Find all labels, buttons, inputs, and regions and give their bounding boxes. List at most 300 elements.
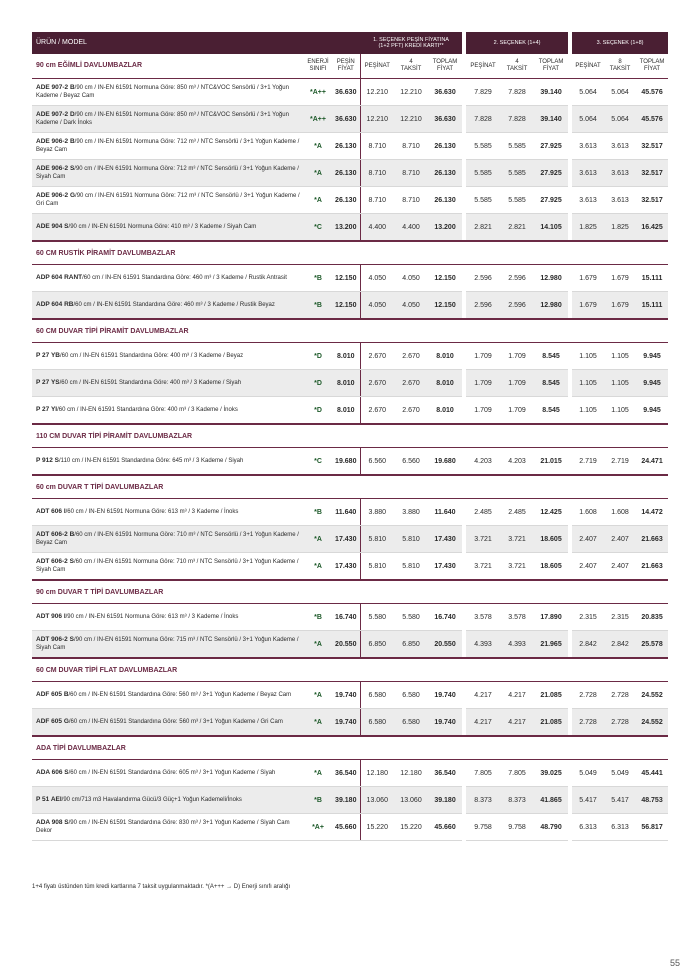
option1-total: 17.430: [428, 553, 462, 581]
option2-taksit: 7.828: [500, 106, 534, 133]
option3-taksit: 2.407: [604, 553, 636, 581]
option2-total: 39.140: [534, 79, 568, 106]
option2-total: 8.545: [534, 397, 568, 425]
cash-price: 8.010: [332, 397, 360, 425]
option1-pesinat: 8.710: [360, 160, 394, 187]
energy-class: *B: [304, 787, 332, 814]
option2-taksit: 4.203: [500, 448, 534, 476]
option2-pesinat: 5.585: [466, 187, 500, 214]
energy-class: *B: [304, 499, 332, 526]
product-cell: [32, 133, 304, 160]
product-cell: [32, 814, 304, 841]
option1-taksit: 4.050: [394, 265, 428, 292]
energy-class: *B: [304, 292, 332, 320]
option3-total: 32.517: [636, 187, 668, 214]
product-cell: [32, 187, 304, 214]
option3-taksit: 1.105: [604, 397, 636, 425]
option1-pesinat: 5.810: [360, 553, 394, 581]
cash-price: 16.740: [332, 604, 360, 631]
product-description: /90 cm / IN-EN 61591 Normuna Göre: 712 m³ / NTC Sensörlü / 3+1 Yoğun Kademe / Siyah Cam: [36, 166, 299, 180]
option2-pesinat: 2.596: [466, 292, 500, 320]
option3-taksit: 2.842: [604, 631, 636, 659]
option3-pesinat: 5.064: [572, 106, 604, 133]
option2-total: 18.605: [534, 526, 568, 553]
energy-class: *D: [304, 397, 332, 425]
option2-total: 41.865: [534, 787, 568, 814]
product-description: /60 cm / IN-EN 61591 Normuna Göre: 710 m³ / NTC Sensörlü / 3+1 Yoğun Kademe / Beyaz Cam: [36, 532, 299, 546]
option1-pesinat: 4.050: [360, 292, 394, 320]
product-cell: [32, 604, 304, 631]
table-row: [32, 631, 668, 659]
cash-price: 8.010: [332, 370, 360, 397]
option3-taksit: 1.679: [604, 292, 636, 320]
table-row: [32, 79, 668, 106]
header-option-1: [360, 32, 462, 54]
product-cell: [32, 553, 304, 581]
col-total: [636, 54, 668, 79]
cash-price: 12.150: [332, 265, 360, 292]
product-cell: [32, 370, 304, 397]
energy-class: *A: [304, 187, 332, 214]
product-code: ADP 604 RANT: [36, 273, 83, 281]
section-header-row: [32, 658, 668, 682]
option3-taksit: 5.417: [604, 787, 636, 814]
option2-pesinat: 4.217: [466, 682, 500, 709]
col-energy-line2: SINIFI: [309, 66, 327, 72]
table-row: [32, 553, 668, 581]
option3-pesinat: 2.407: [572, 526, 604, 553]
product-cell: [32, 106, 304, 133]
option1-total: 26.130: [428, 187, 462, 214]
product-code: ADT 906 I: [36, 612, 66, 620]
cash-price: 36.630: [332, 79, 360, 106]
product-description: /60 cm / IN-EN 61591 Standardına Göre: 460 m³ / 3 Kademe / Rustik Antrasit: [82, 274, 287, 281]
col-total-line2: FİYAT: [436, 66, 454, 72]
option3-pesinat: 1.105: [572, 343, 604, 370]
option2-taksit: 4.217: [500, 682, 534, 709]
cash-price: 19.740: [332, 682, 360, 709]
option2-total: 8.545: [534, 370, 568, 397]
energy-class: *A: [304, 133, 332, 160]
product-cell: [32, 631, 304, 659]
section-title: 60 CM RUSTİK PİRAMİT DAVLUMBAZLAR: [32, 241, 668, 265]
option3-taksit: 3.613: [604, 187, 636, 214]
energy-class: *A: [304, 553, 332, 581]
option2-pesinat: 3.721: [466, 526, 500, 553]
option2-taksit: 5.585: [500, 133, 534, 160]
option3-total: 45.441: [636, 760, 668, 787]
option1-total: 19.680: [428, 448, 462, 476]
option3-total: 24.471: [636, 448, 668, 476]
option2-pesinat: 9.758: [466, 814, 500, 841]
product-cell: [32, 760, 304, 787]
option2-total: 21.965: [534, 631, 568, 659]
option1-taksit: 3.880: [394, 499, 428, 526]
option3-total: 21.663: [636, 526, 668, 553]
option2-pesinat: 4.217: [466, 709, 500, 737]
section-header-row: [32, 475, 668, 499]
option3-taksit: 1.825: [604, 214, 636, 242]
cash-price: 17.430: [332, 553, 360, 581]
option1-pesinat: 5.810: [360, 526, 394, 553]
option2-pesinat: 2.596: [466, 265, 500, 292]
product-description: /90 cm / IN-EN 61591 Normuna Göre: 712 m³ / NTC Sensörlü / 3+1 Yoğun Kademe / Beyaz Cam: [36, 139, 300, 153]
col-total-line2: FİYAT: [542, 66, 560, 72]
option1-total: 16.740: [428, 604, 462, 631]
option3-total: 16.425: [636, 214, 668, 242]
product-code: ADT 606-2 S: [36, 558, 74, 565]
product-description: /60 cm / IN-EN 61591 Normuna Göre: 710 m³ / NTC Sensörlü / 3+1 Yoğun Kademe / Siyah Cam: [36, 559, 299, 573]
energy-class: *A++: [304, 106, 332, 133]
option1-total: 26.130: [428, 133, 462, 160]
product-description: /60 cm / IN-EN 61591 Normuna Göre: 613 m³ / 3 Kademe / İnoks: [65, 508, 239, 515]
option2-total: 17.890: [534, 604, 568, 631]
option2-pesinat: 3.721: [466, 553, 500, 581]
option1-pesinat: 12.210: [360, 79, 394, 106]
product-cell: [32, 160, 304, 187]
col-pesinat: PEŞİNAT: [360, 54, 394, 79]
product-description: /60 cm / IN-EN 61591 Standardına Göre: 560 m³ / 3+1 Yoğun Kademe / Beyaz Cam: [68, 691, 292, 698]
option1-pesinat: 2.670: [360, 343, 394, 370]
option3-total: 15.111: [636, 292, 668, 320]
option2-taksit: 1.709: [500, 370, 534, 397]
header-option-1-line1: 1. SEÇENEK PEŞİN FİYATINA: [373, 36, 449, 43]
option3-total: 20.835: [636, 604, 668, 631]
option2-taksit: 8.373: [500, 787, 534, 814]
option1-total: 39.180: [428, 787, 462, 814]
option1-taksit: 12.180: [394, 760, 428, 787]
product-cell: [32, 397, 304, 425]
col-total: [534, 54, 568, 79]
energy-class: *A: [304, 709, 332, 737]
col-total: [428, 54, 462, 79]
table-row: [32, 526, 668, 553]
section-title: 60 CM DUVAR TİPİ PİRAMİT DAVLUMBAZLAR: [32, 319, 668, 343]
option3-pesinat: 2.728: [572, 709, 604, 737]
product-code: ADE 907-2 D: [36, 111, 75, 118]
section-title: 60 CM DUVAR TİPİ FLAT DAVLUMBAZLAR: [32, 658, 668, 682]
option1-pesinat: 4.400: [360, 214, 394, 242]
cash-price: 12.150: [332, 292, 360, 320]
section-header-row: [32, 424, 668, 448]
option2-taksit: 4.217: [500, 709, 534, 737]
option1-taksit: 4.400: [394, 214, 428, 242]
option2-total: 39.140: [534, 106, 568, 133]
option1-taksit: 2.670: [394, 370, 428, 397]
energy-class: *A: [304, 526, 332, 553]
table-row: [32, 133, 668, 160]
table-row: [32, 214, 668, 242]
option2-taksit: 5.585: [500, 187, 534, 214]
table-row: [32, 160, 668, 187]
footnote: 1+4 fiyatı üstünden tüm kredi kartlarına 7 taksit uygulanmaktadır. *(A+++ → D) Enerji sınıfı aralığı: [32, 884, 291, 890]
section-title: 90 cm DUVAR T TİPİ DAVLUMBAZLAR: [32, 580, 668, 604]
header-row-columns: [32, 54, 668, 79]
option3-total: 15.111: [636, 265, 668, 292]
option1-taksit: 2.670: [394, 397, 428, 425]
option3-pesinat: 2.728: [572, 682, 604, 709]
option3-pesinat: 2.842: [572, 631, 604, 659]
product-cell: [32, 292, 304, 320]
energy-class: *D: [304, 370, 332, 397]
option3-pesinat: 1.105: [572, 370, 604, 397]
option2-pesinat: 7.828: [466, 106, 500, 133]
option1-pesinat: 6.580: [360, 709, 394, 737]
product-cell: [32, 526, 304, 553]
option2-total: 12.425: [534, 499, 568, 526]
product-description: /60 cm / IN-EN 61591 Standardına Göre: 400 m³ / 3 Kademe / İnoks: [57, 406, 238, 413]
option3-total: 9.945: [636, 397, 668, 425]
option3-total: 45.576: [636, 106, 668, 133]
option1-taksit: 2.670: [394, 343, 428, 370]
option1-pesinat: 6.580: [360, 682, 394, 709]
option1-total: 12.150: [428, 265, 462, 292]
table-row: [32, 604, 668, 631]
product-code: P 912 S: [36, 456, 60, 464]
product-description: /90 cm/713 m3 Havalandırma Gücü/3 Güç+1 Yoğun Kademeli/İnoks: [61, 796, 242, 803]
option2-taksit: 3.578: [500, 604, 534, 631]
option2-pesinat: 4.203: [466, 448, 500, 476]
option1-total: 36.630: [428, 79, 462, 106]
option1-pesinat: 2.670: [360, 370, 394, 397]
option2-pesinat: 8.373: [466, 787, 500, 814]
option2-taksit: 2.821: [500, 214, 534, 242]
product-code: ADP 604 RB: [36, 300, 74, 308]
table-row: [32, 682, 668, 709]
cash-price: 19.740: [332, 709, 360, 737]
product-code: ADA 908 S: [36, 819, 69, 826]
col-energy-class: [304, 54, 332, 79]
header-option-1-line2: (1+2 PFT) KREDİ KARTI**: [378, 43, 444, 49]
option1-taksit: 15.220: [394, 814, 428, 841]
option3-taksit: 1.105: [604, 343, 636, 370]
cash-price: 45.660: [332, 814, 360, 841]
option2-taksit: 7.805: [500, 760, 534, 787]
option1-pesinat: 5.580: [360, 604, 394, 631]
option3-pesinat: 1.679: [572, 292, 604, 320]
col-total-line1: TOPLAM: [432, 59, 458, 66]
table-row: [32, 787, 668, 814]
table-row: [32, 292, 668, 320]
table-row: [32, 370, 668, 397]
col-taksit-line1: 8: [618, 59, 622, 66]
option1-total: 11.640: [428, 499, 462, 526]
option1-taksit: 6.850: [394, 631, 428, 659]
product-code: ADE 906-2 B: [36, 138, 75, 145]
option3-pesinat: 5.417: [572, 787, 604, 814]
col-taksit: [604, 54, 636, 79]
option3-pesinat: 3.613: [572, 160, 604, 187]
product-code: ADE 904 S: [36, 222, 69, 230]
option3-pesinat: 1.825: [572, 214, 604, 242]
product-code: ADF 605 G: [36, 717, 69, 725]
product-description: /90 cm / IN-EN 61591 Normuna Göre: 410 m³ / 3 Kademe / Siyah Cam: [68, 223, 257, 230]
option2-taksit: 1.709: [500, 343, 534, 370]
option3-taksit: 1.679: [604, 265, 636, 292]
col-cash-price: [332, 54, 360, 79]
product-code: P 27 YS: [36, 378, 60, 386]
product-code: ADT 606 I: [36, 507, 66, 515]
option1-taksit: 6.560: [394, 448, 428, 476]
option3-total: 24.552: [636, 682, 668, 709]
option2-taksit: 4.393: [500, 631, 534, 659]
option2-pesinat: 1.709: [466, 397, 500, 425]
cash-price: 13.200: [332, 214, 360, 242]
product-description: /60 cm / IN-EN 61591 Standardına Göre: 400 m³ / 3 Kademe / Beyaz: [59, 352, 244, 359]
option2-taksit: 3.721: [500, 553, 534, 581]
option2-taksit: 2.485: [500, 499, 534, 526]
product-cell: [32, 499, 304, 526]
table-row: [32, 814, 668, 841]
option2-taksit: 3.721: [500, 526, 534, 553]
product-description: /90 cm / IN-EN 61591 Normuna Göre: 850 m³ / NTC&VOC Sensörlü / 3+1 Yoğun Kademe / Beyaz Cam: [36, 85, 289, 99]
product-cell: [32, 265, 304, 292]
option3-pesinat: 5.049: [572, 760, 604, 787]
option3-total: 14.472: [636, 499, 668, 526]
product-description: /60 cm / IN-EN 61591 Standardına Göre: 560 m³ / 3+1 Yoğun Kademe / Gri Cam: [68, 718, 283, 725]
section-header-row: [32, 319, 668, 343]
col-taksit: [394, 54, 428, 79]
product-description: /90 cm / IN-EN 61591 Normuna Göre: 715 m³ / NTC Sensörlü / 3+1 Yoğun Kademe / Siyah Cam: [36, 637, 299, 651]
option2-total: 39.025: [534, 760, 568, 787]
energy-class: *A: [304, 682, 332, 709]
energy-class: *B: [304, 265, 332, 292]
col-pesinat: PEŞİNAT: [572, 54, 604, 79]
product-description: /90 cm / IN-EN 61591 Normuna Göre: 850 m³ / NTC&VOC Sensörlü / 3+1 Yoğun Kademe / Dark İnoks: [36, 112, 289, 126]
option3-taksit: 2.728: [604, 682, 636, 709]
option1-taksit: 6.580: [394, 709, 428, 737]
option3-taksit: 1.608: [604, 499, 636, 526]
table-row: [32, 106, 668, 133]
section-title: 110 CM DUVAR TİPİ PİRAMİT DAVLUMBAZLAR: [32, 424, 668, 448]
cash-price: 19.680: [332, 448, 360, 476]
table-row: [32, 187, 668, 214]
energy-class: *C: [304, 214, 332, 242]
option3-taksit: 2.315: [604, 604, 636, 631]
option1-taksit: 8.710: [394, 187, 428, 214]
option3-total: 45.576: [636, 79, 668, 106]
option1-total: 17.430: [428, 526, 462, 553]
option2-total: 12.980: [534, 265, 568, 292]
table-row: [32, 448, 668, 476]
product-description: /90 cm / IN-EN 61591 Normuna Göre: 712 m³ / NTC Sensörlü / 3+1 Yoğun Kademe / Gri Cam: [36, 193, 300, 207]
col-taksit-line1: 4: [515, 59, 519, 66]
option1-pesinat: 13.060: [360, 787, 394, 814]
option2-pesinat: 4.393: [466, 631, 500, 659]
option1-pesinat: 4.050: [360, 265, 394, 292]
product-code: ADE 907-2 B: [36, 84, 75, 91]
product-description: /60 cm / IN-EN 61591 Standardına Göre: 605 m³ / 3+1 Yoğun Kademe / Siyah: [68, 769, 276, 776]
section-title: 90 cm EĞİMLİ DAVLUMBAZLAR: [32, 54, 304, 79]
option3-pesinat: 6.313: [572, 814, 604, 841]
option2-taksit: 9.758: [500, 814, 534, 841]
option2-total: 27.925: [534, 187, 568, 214]
option2-total: 21.085: [534, 709, 568, 737]
energy-class: *D: [304, 343, 332, 370]
option3-taksit: 2.728: [604, 709, 636, 737]
option3-taksit: 3.613: [604, 160, 636, 187]
option1-total: 36.630: [428, 106, 462, 133]
option3-total: 9.945: [636, 343, 668, 370]
option1-pesinat: 6.850: [360, 631, 394, 659]
option1-pesinat: 2.670: [360, 397, 394, 425]
product-code: ADA 606 S: [36, 768, 69, 776]
option1-taksit: 5.810: [394, 553, 428, 581]
section-header-row: [32, 580, 668, 604]
option2-total: 18.605: [534, 553, 568, 581]
option3-pesinat: 3.613: [572, 187, 604, 214]
energy-class: *A: [304, 760, 332, 787]
option3-taksit: 5.049: [604, 760, 636, 787]
col-total-line2: FİYAT: [643, 66, 661, 72]
option2-total: 12.980: [534, 292, 568, 320]
product-cell: [32, 343, 304, 370]
product-description: /90 cm / IN-EN 61591 Normuna Göre: 613 m³ / 3 Kademe / İnoks: [65, 613, 239, 620]
col-pesinat: PEŞİNAT: [466, 54, 500, 79]
energy-class: *B: [304, 604, 332, 631]
option1-pesinat: 15.220: [360, 814, 394, 841]
option1-total: 8.010: [428, 370, 462, 397]
option2-pesinat: 3.578: [466, 604, 500, 631]
option3-pesinat: 3.613: [572, 133, 604, 160]
cash-price: 36.630: [332, 106, 360, 133]
product-description: /110 cm / IN-EN 61591 Standardına Göre: 645 m³ / 3 Kademe / Siyah: [59, 457, 244, 464]
energy-class: *A: [304, 631, 332, 659]
option2-total: 21.085: [534, 682, 568, 709]
product-code: ADT 906-2 S: [36, 636, 74, 643]
option3-taksit: 1.105: [604, 370, 636, 397]
product-code: ADF 605 B: [36, 690, 69, 698]
energy-class: *A+: [304, 814, 332, 841]
option1-total: 13.200: [428, 214, 462, 242]
option1-total: 8.010: [428, 397, 462, 425]
option2-pesinat: 2.485: [466, 499, 500, 526]
energy-class: *C: [304, 448, 332, 476]
option1-total: 36.540: [428, 760, 462, 787]
option1-taksit: 5.580: [394, 604, 428, 631]
option2-total: 27.925: [534, 160, 568, 187]
option2-pesinat: 5.585: [466, 160, 500, 187]
cash-price: 17.430: [332, 526, 360, 553]
option3-pesinat: 1.608: [572, 499, 604, 526]
page-number: 55: [669, 958, 680, 968]
product-cell: [32, 682, 304, 709]
option2-taksit: 2.596: [500, 265, 534, 292]
option1-taksit: 5.810: [394, 526, 428, 553]
col-total-line1: TOPLAM: [639, 59, 665, 66]
option1-taksit: 8.710: [394, 133, 428, 160]
option3-taksit: 3.613: [604, 133, 636, 160]
col-cash-line1: PEŞİN: [336, 59, 355, 66]
option1-pesinat: 12.180: [360, 760, 394, 787]
option3-pesinat: 1.105: [572, 397, 604, 425]
option3-total: 21.663: [636, 553, 668, 581]
option2-total: 14.105: [534, 214, 568, 242]
header-option-3: 3. SEÇENEK (1+8): [572, 32, 668, 54]
option3-total: 25.578: [636, 631, 668, 659]
product-code: ADT 606-2 B: [36, 531, 75, 538]
option2-total: 48.790: [534, 814, 568, 841]
section-title: 60 cm DUVAR T TİPİ DAVLUMBAZLAR: [32, 475, 668, 499]
option3-total: 24.552: [636, 709, 668, 737]
option1-taksit: 8.710: [394, 160, 428, 187]
product-cell: [32, 787, 304, 814]
product-code: ADE 906-2 G: [36, 192, 76, 199]
table-row: [32, 397, 668, 425]
option3-total: 48.753: [636, 787, 668, 814]
option2-pesinat: 7.829: [466, 79, 500, 106]
option1-taksit: 4.050: [394, 292, 428, 320]
